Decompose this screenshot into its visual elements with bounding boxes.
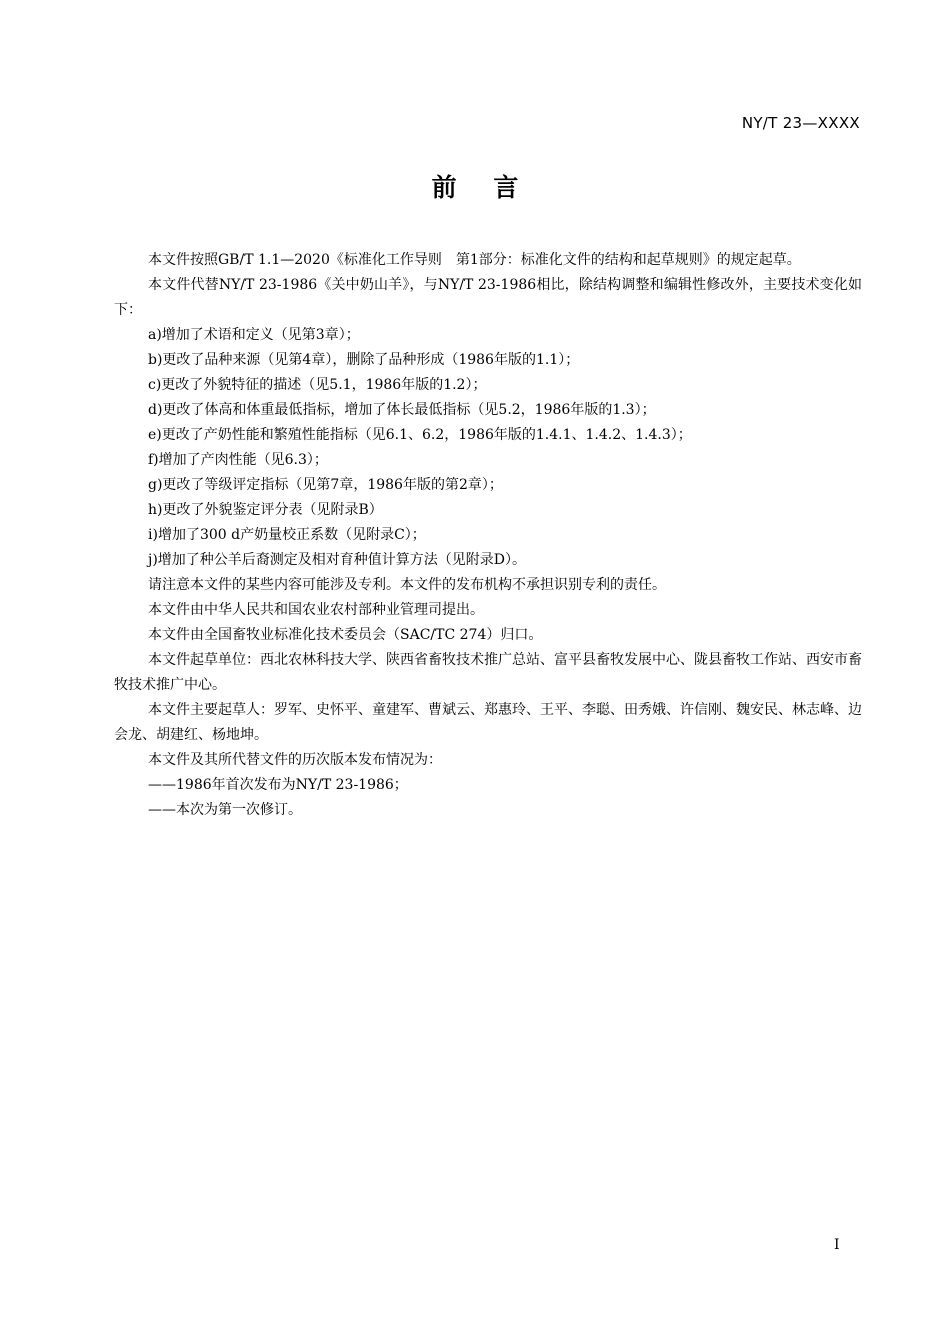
standard-code: NY/T 23—XXXX (741, 114, 860, 132)
page-number: I (834, 1237, 840, 1253)
paragraph-replacement: 本文件代替NY/T 23-1986《关中奶山羊》，与NY/T 23-1986相比，除结构调整和编辑性修改外，主要技术变化如下： (114, 277, 862, 318)
paragraph-patent-notice: 请注意本文件的某些内容可能涉及专利。本文件的发布机构不承担识别专利的责任。 (148, 577, 666, 593)
change-item-f: f)增加了产肉性能（见6.3）； (148, 452, 328, 468)
change-item-c: c)更改了外貌特征的描述（见5.1，1986年版的1.2）； (148, 377, 487, 393)
change-item-h: h)更改了外貌鉴定评分表（见附录B） (148, 502, 383, 518)
change-item-e: e)更改了产奶性能和繁殖性能指标（见6.1、6.2，1986年版的1.4.1、1.4.2、1.4.3）； (148, 427, 692, 443)
paragraph-proposer: 本文件由中华人民共和国农业农村部种业管理司提出。 (148, 602, 484, 618)
paragraph-committee: 本文件由全国畜牧业标准化技术委员会（SAC/TC 274）归口。 (148, 627, 543, 643)
change-item-j: j)增加了种公羊后裔测定及相对育种值计算方法（见附录D）。 (148, 552, 527, 568)
page-title: 前 言 (431, 173, 533, 202)
change-item-b: b)更改了品种来源（见第4章），删除了品种形成（1986年版的1.1）； (148, 352, 580, 368)
document-body (114, 248, 862, 823)
change-item-d: d)更改了体高和体重最低指标，增加了体长最低指标（见5.2，1986年版的1.3）； (148, 402, 656, 418)
history-item-first-release: ——1986年首次发布为NY/T 23-1986； (148, 777, 408, 793)
change-item-g: g)更改了等级评定指标（见第7章，1986年版的第2章）； (148, 477, 503, 493)
change-item-a: a)增加了术语和定义（见第3章）； (148, 327, 360, 343)
paragraph-drafting-units: 本文件起草单位：西北农林科技大学、陕西省畜牧技术推广总站、富平县畜牧发展中心、陇县畜牧工作站、西安市畜牧技术推广中心。 (114, 652, 862, 693)
paragraph-drafters: 本文件主要起草人：罗军、史怀平、童建军、曹斌云、郑惠玲、王平、李聪、田秀娥、许信刚、魏安民、林志峰、边会龙、胡建红、杨地坤。 (114, 702, 862, 743)
paragraph-drafting-basis: 本文件按照GB/T 1.1—2020《标准化工作导则 第1部分：标准化文件的结构和起草规则》的规定起草。 (148, 252, 801, 268)
paragraph-version-history: 本文件及其所代替文件的历次版本发布情况为： (148, 752, 442, 768)
change-item-i: i)增加了300 d产奶量校正系数（见附录C）； (148, 527, 426, 543)
history-item-first-revision: ——本次为第一次修订。 (148, 802, 302, 818)
